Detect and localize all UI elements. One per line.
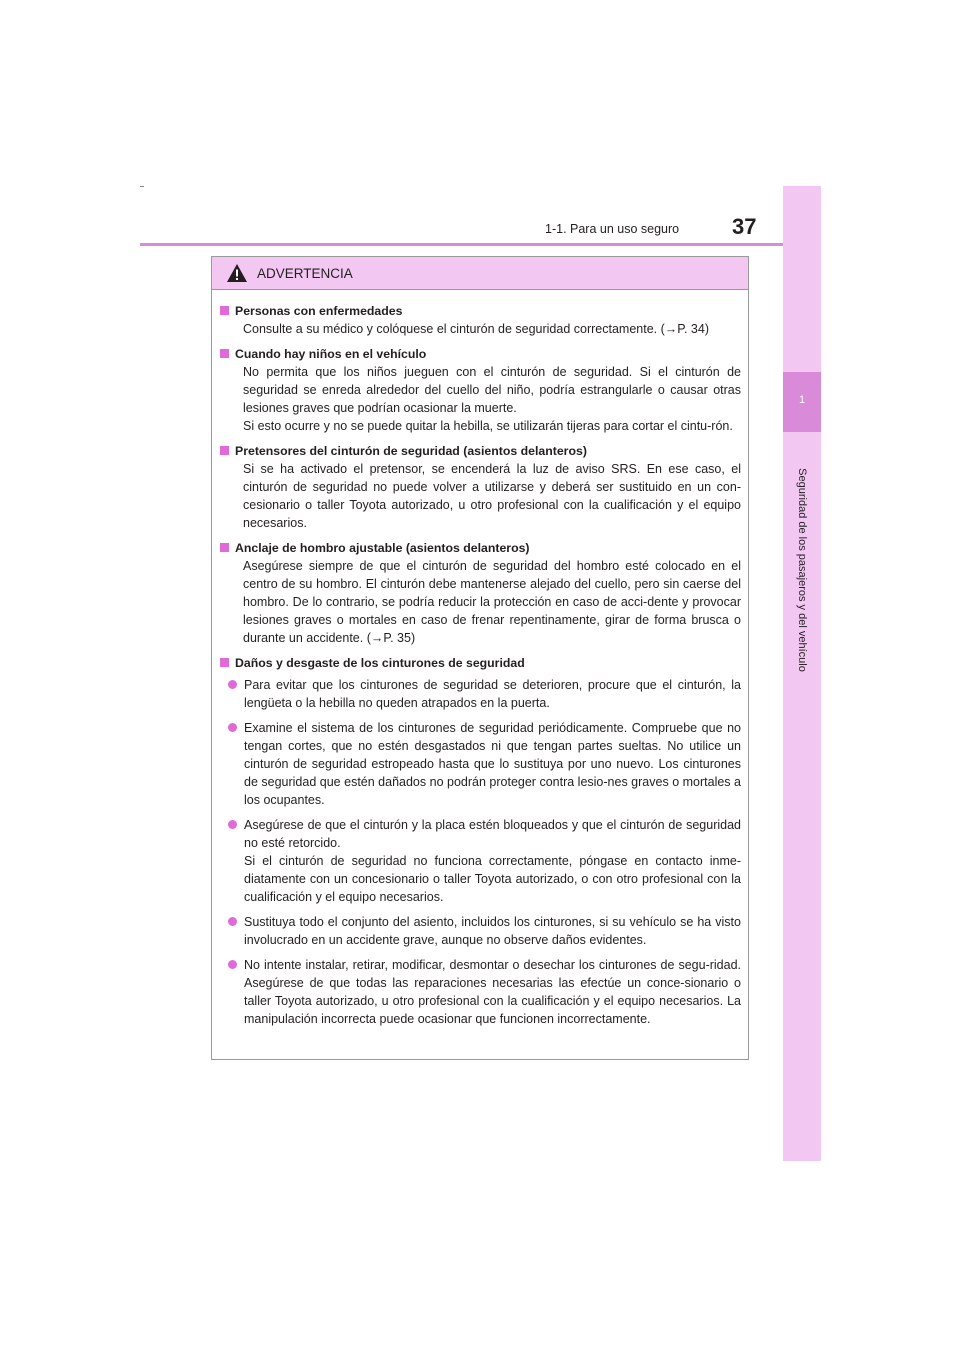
header-rule bbox=[140, 243, 821, 246]
warning-box bbox=[211, 256, 749, 1060]
item-title: Anclaje de hombro ajustable (asientos delanteros) bbox=[235, 541, 530, 555]
item-text: Consulte a su médico y colóquese el cinturón de seguridad correctamente. (→P. 34) bbox=[243, 322, 709, 336]
item-text: Si esto ocurre y no se puede quitar la hebilla, se utilizarán tijeras para cortar el cintu-rón. bbox=[243, 419, 733, 433]
warning-item-illness bbox=[219, 302, 741, 338]
square-bullet-icon bbox=[220, 543, 229, 552]
corner-mark bbox=[140, 186, 144, 187]
item-title: Cuando hay niños en el vehículo bbox=[235, 347, 427, 361]
item-title: Pretensores del cinturón de seguridad (asientos delanteros) bbox=[235, 444, 587, 458]
list-item-text: No intente instalar, retirar, modificar, desmontar o desechar los cinturones de segu-ridad. Asegúrese de que todas las reparaciones necesarias las efectúe un conce-sionario o taller Toyota autorizado, u otro profesional con la cualificación y el equipo necesarios. La manipulación incorrecta puede ocasionar que funcionen incorrectamente. bbox=[244, 958, 741, 1026]
chapter-label: Seguridad de los pasajeros y del vehículo bbox=[796, 468, 808, 672]
list-item bbox=[228, 676, 741, 712]
item-text: Si se ha activado el pretensor, se encenderá la luz de aviso SRS. En ese caso, el cinturón de seguridad no puede volver a utilizarse y deberá ser sustituido en un con-cesionario o taller Toyota autorizado, u otro profesional con la cualificación y el equipo necesarios. bbox=[243, 462, 741, 530]
warning-body bbox=[212, 290, 748, 1028]
list-item bbox=[228, 956, 741, 1028]
warning-item-pretensioners bbox=[219, 442, 741, 532]
list-item-text: Asegúrese de que el cinturón y la placa estén bloqueados y que el cinturón de seguridad no esté retorcido. bbox=[244, 818, 741, 850]
round-bullet-icon bbox=[228, 680, 237, 689]
round-bullet-icon bbox=[228, 723, 237, 732]
round-bullet-icon bbox=[228, 917, 237, 926]
page-number: 37 bbox=[732, 214, 757, 239]
list-item bbox=[228, 719, 741, 809]
square-bullet-icon bbox=[220, 349, 229, 358]
warning-label: ADVERTENCIA bbox=[257, 265, 353, 281]
list-item-text: Si el cinturón de seguridad no funciona correctamente, póngase en contacto inme-diatamente con un concesionario o taller Toyota autorizado, o con otro profesional con la cualificación y el equipo necesarios. bbox=[244, 854, 741, 904]
square-bullet-icon bbox=[220, 446, 229, 455]
item-title: Daños y desgaste de los cinturones de seguridad bbox=[235, 656, 525, 670]
square-bullet-icon bbox=[220, 658, 229, 667]
item-title: Personas con enfermedades bbox=[235, 304, 403, 318]
item-text: Asegúrese siempre de que el cinturón de seguridad del hombro esté colocado en el centro de su hombro. El cinturón debe mantenerse alejado del cuello, pero sin caerse del hombro. De lo contrario, se podría reducir la protección en caso de acci-dente y provocar lesiones graves o mortales en caso de frenar repentinamente, girar de forma brusca o durante un accidente. (→P. 35) bbox=[243, 559, 741, 645]
list-item-text: Examine el sistema de los cinturones de seguridad periódicamente. Compruebe que no tengan cortes, que no estén desgastados ni que tengan partes sueltas. No utilice un cinturón de seguridad estropeado hasta que lo sustituya por uno nuevo. Los cinturones de seguridad que estén dañados no podrán proteger contra lesio-nes graves o mortales a los ocupantes. bbox=[244, 721, 741, 807]
item-text: No permita que los niños jueguen con el cinturón de seguridad. Si el cinturón de seguridad se enreda alrededor del cuello del niño, podría estrangularle o causar otras lesiones graves que podrían ocasionar la muerte. bbox=[243, 365, 741, 415]
warning-item-shoulder-anchor bbox=[219, 539, 741, 647]
chapter-number: 1 bbox=[798, 394, 806, 406]
warning-item-wear bbox=[219, 654, 741, 1028]
chapter-side-tab bbox=[783, 186, 821, 1161]
section-title: 1-1. Para un uso seguro bbox=[545, 222, 680, 236]
round-bullet-icon bbox=[228, 960, 237, 969]
warning-item-children bbox=[219, 345, 741, 435]
warning-triangle-icon bbox=[226, 263, 248, 283]
list-item bbox=[228, 913, 741, 949]
list-item-text: Sustituya todo el conjunto del asiento, incluidos los cinturones, si su vehículo se ha visto involucrado en un accidente grave, aunque no observe daños evidentes. bbox=[244, 915, 741, 947]
square-bullet-icon bbox=[220, 306, 229, 315]
list-item bbox=[228, 816, 741, 906]
warning-header bbox=[212, 257, 748, 290]
list-item-text: Para evitar que los cinturones de seguridad se deterioren, procure que el cinturón, la lengüeta o la hebilla no queden atrapados en la puerta. bbox=[244, 678, 741, 710]
round-bullet-icon bbox=[228, 820, 237, 829]
